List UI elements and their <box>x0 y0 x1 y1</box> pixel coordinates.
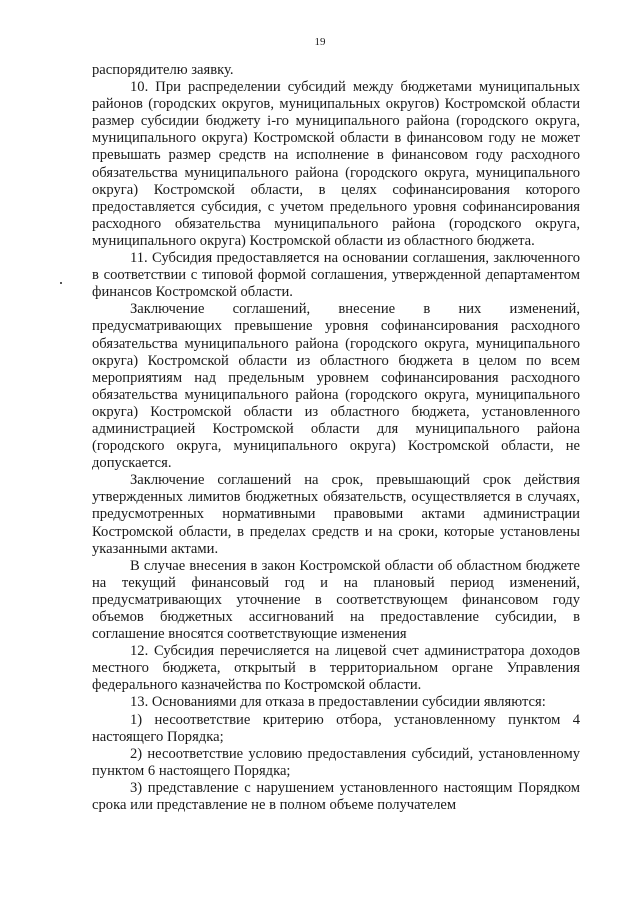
page-number: 19 <box>314 36 326 48</box>
list-item-3: 3) представление с нарушением установленного настоящим Порядком срока или представление не в полном объеме получателем <box>92 779 580 814</box>
document-body <box>92 62 580 814</box>
paragraph-continuation: распорядителю заявку. <box>92 62 234 78</box>
paragraph-item-10: 10. При распределении субсидий между бюджетами муниципальных районов (городских округов, муниципальных округов) Костромской области размер субсидии бюджету i-го муниципального района (городского округа, муниципального округа) Костромской области в финансовом году не может превышать размер средств на исполнение в финансовом году расходного обязательства муниципального района (городского округа, муниципального округа) Костромской области, в целях софинансирования которого предоставляется субсидия, с учетом предельного уровня софинансирования расходного обязательства муниципального района (городского округа, муниципального округа) Костромской области из областного бюджета. <box>92 79 580 249</box>
paragraph-item-12: 12. Субсидия перечисляется на лицевой счет администратора доходов местного бюджета, открытый в территориальном органе Управления федерального казначейства по Костромской области. <box>92 643 580 694</box>
paragraph-budget-law-changes: В случае внесения в закон Костромской области об областном бюджете на текущий финансовый год и на плановый период изменений, предусматривающих уточнение в соответствующем финансовом году объемов бюджетных ассигнований на предоставление субсидии, в соглашение вносятся соответствующие изменения <box>92 557 580 643</box>
margin-mark <box>60 282 62 284</box>
list-item-2: 2) несоответствие условию предоставления субсидий, установленному пунктом 6 настоящего Порядка; <box>92 745 580 779</box>
paragraph-agreement-changes: Заключение соглашений, внесение в них изменений, предусматривающих превышение уровня софинансирования расходного обязательства муниципального района (городского округа, муниципального округа) Костромской области из областного бюджета в целом по всем мероприятиям над предельным уровнем софинансирования расходного обязательства муниципального района (городского округа, муниципального округа) Костромской области из областного бюджета, установленного администрацией Костромской области для муниципального района (городского округа, муниципального округа) Костромской области, не допускается. <box>92 301 580 472</box>
paragraph-agreement-term: Заключение соглашений на срок, превышающий срок действия утвержденных лимитов бюджетных обязательств, осуществляется в случаях, предусмотренных нормативными правовыми актами администрации Костромской области, в пределах средств и на сроки, которые установлены указанными актами. <box>92 472 580 557</box>
paragraph-item-13: 13. Основаниями для отказа в предоставлении субсидии являются: <box>130 694 546 711</box>
paragraph-item-11: 11. Субсидия предоставляется на основании соглашения, заключенного в соответствии с типовой формой соглашения, утвержденной департаментом финансов Костромской области. <box>92 250 580 301</box>
list-item-1: 1) несоответствие критерию отбора, установленному пунктом 4 настоящего Порядка; <box>92 711 580 745</box>
